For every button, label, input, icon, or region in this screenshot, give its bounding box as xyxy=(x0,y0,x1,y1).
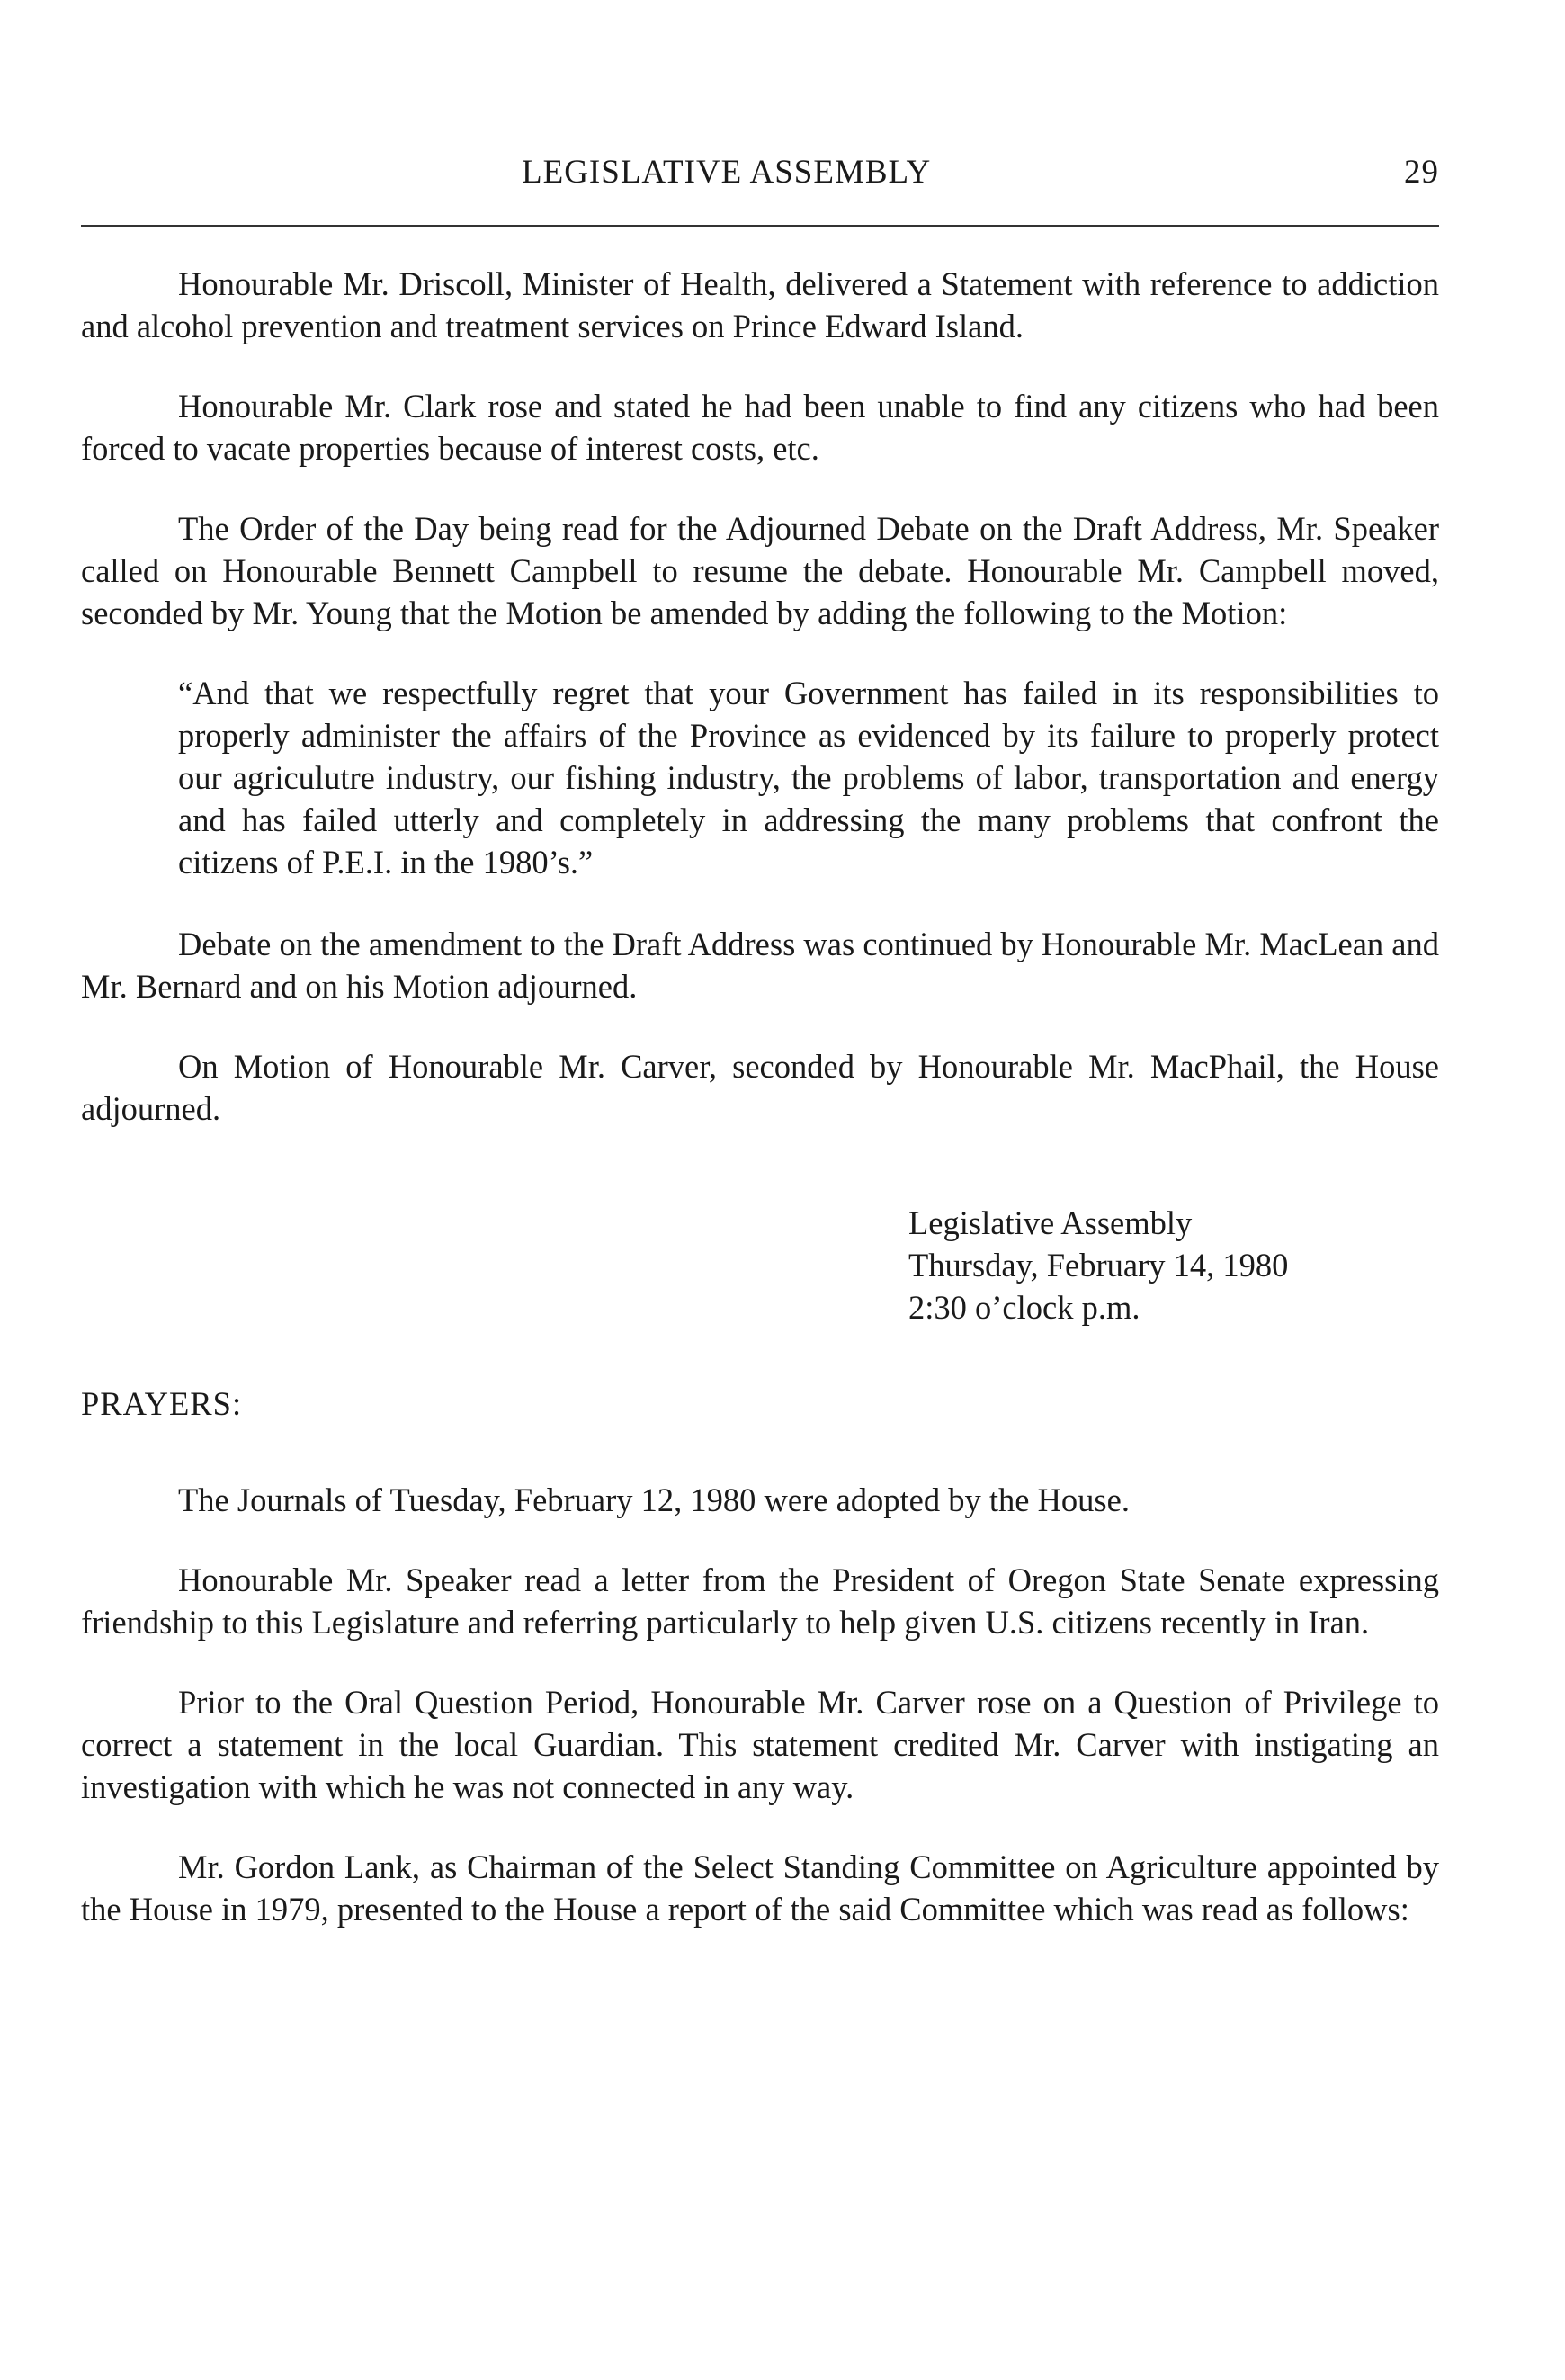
amendment-quote: “And that we respectfully regret that your Government has failed in its responsibilities to properly administer the affairs of the Province as evidenced by its failure to properly protect our agriculutre industry, our fishing industry, the problems of labor, transportation and energy and has failed utterly and completely in addressing the many problems that confront the citizens of P.E.I. in the 1980’s.” xyxy=(178,675,1439,881)
paragraph-question-of-privilege: Prior to the Oral Question Period, Honourable Mr. Carver rose on a Question of Privilege to correct a statement in the local Guardian. This statement credited Mr. Carver with instigating an investigation with which he was not connected in any way. xyxy=(81,1684,1439,1805)
session-dateline xyxy=(908,1202,1439,1329)
paragraph-draft-address-debate: The Order of the Day being read for the Adjourned Debate on the Draft Address, Mr. Speaker called on Honourable Bennett Campbell to resume the debate. Honourable Mr. Campbell moved, seconded by Mr. Young that the Motion be amended by adding the following to the Motion: xyxy=(81,510,1439,631)
page-number: 29 xyxy=(1404,154,1439,191)
dateline-time: 2:30 o’clock p.m. xyxy=(908,1289,1140,1326)
header-rule xyxy=(81,225,1439,227)
dateline-body: Legislative Assembly xyxy=(908,1204,1193,1241)
paragraph-journals-adopted: The Journals of Tuesday, February 12, 1980 were adopted by the House. xyxy=(178,1481,1130,1518)
paragraph-driscoll-statement: Honourable Mr. Driscoll, Minister of Health, delivered a Statement with reference to addiction and alcohol prevention and treatment services on Prince Edward Island. xyxy=(81,265,1439,344)
header-title: LEGISLATIVE ASSEMBLY xyxy=(522,154,932,191)
paragraph-debate-continued: Debate on the amendment to the Draft Address was continued by Honourable Mr. MacLean and Mr. Bernard and on his Motion adjourned. xyxy=(81,926,1439,1005)
running-header xyxy=(81,153,1439,207)
prayers-label: PRAYERS: xyxy=(81,1385,243,1422)
paragraph-house-adjourned: On Motion of Honourable Mr. Carver, seconded by Honourable Mr. MacPhail, the House adjourned. xyxy=(81,1048,1439,1127)
dateline-date: Thursday, February 14, 1980 xyxy=(908,1247,1289,1284)
document-page xyxy=(81,153,1439,1968)
paragraph-clark-statement: Honourable Mr. Clark rose and stated he had been unable to find any citizens who had been forced to vacate properties because of interest costs, etc. xyxy=(81,388,1439,467)
paragraph-agriculture-committee-report: Mr. Gordon Lank, as Chairman of the Select Standing Committee on Agriculture appointed by the House in 1979, presented to the House a report of the said Committee which was read as follows: xyxy=(81,1848,1439,1928)
paragraph-oregon-letter: Honourable Mr. Speaker read a letter from the President of Oregon State Senate expressing friendship to this Legislature and referring particularly to help given U.S. citizens recently in Iran. xyxy=(81,1561,1439,1641)
